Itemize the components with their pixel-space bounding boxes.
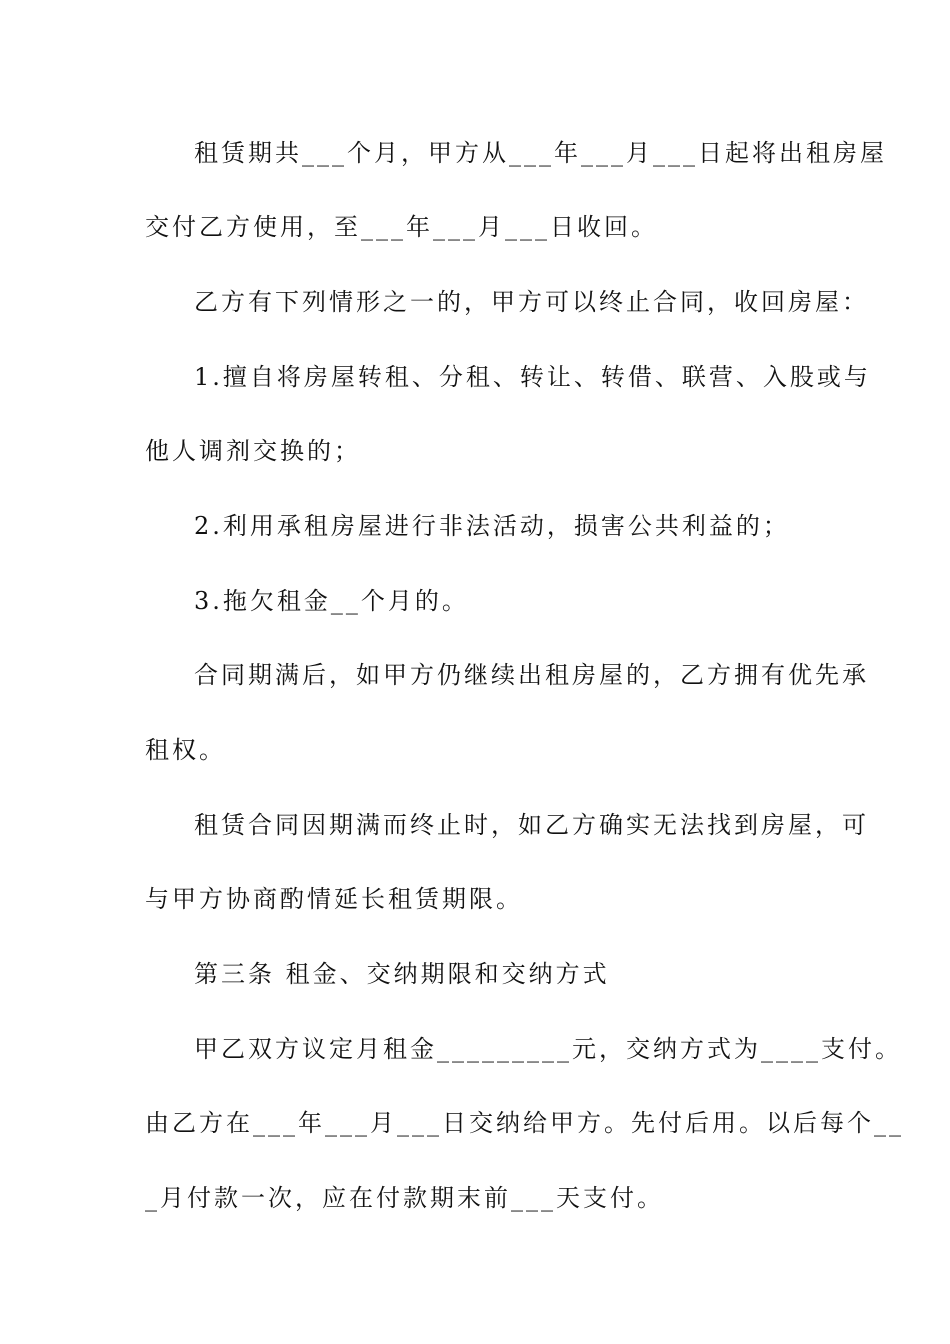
paragraph-extension-line-1: 租赁合同因期满而终止时，如乙方确实无法找到房屋，可	[194, 811, 869, 839]
clause-item-2: 2.利用承租房屋进行非法活动，损害公共利益的；	[194, 512, 790, 540]
paragraph-rent-line-2: 由乙方在___年___月___日交纳给甲方。先付后用。以后每个__	[145, 1109, 904, 1137]
clause-item-1-line-2: 他人调剂交换的；	[145, 437, 361, 465]
paragraph-lease-term-line-2: 交付乙方使用，至___年___月___日收回。	[145, 213, 658, 241]
paragraph-termination-intro: 乙方有下列情形之一的，甲方可以终止合同，收回房屋：	[194, 288, 869, 316]
clause-item-1-line-1: 1.擅自将房屋转租、分租、转让、转借、联营、入股或与	[194, 363, 871, 391]
paragraph-rent-line-3: _月付款一次，应在付款期末前___天支付。	[145, 1184, 664, 1212]
section-heading-article-3: 第三条 租金、交纳期限和交纳方式	[194, 960, 610, 988]
paragraph-renewal-line-2: 租权。	[145, 736, 226, 764]
paragraph-renewal-line-1: 合同期满后，如甲方仍继续出租房屋的，乙方拥有优先承	[194, 661, 869, 689]
clause-item-3: 3.拖欠租金__个月的。	[194, 587, 469, 615]
paragraph-rent-line-1: 甲乙双方议定月租金_________元，交纳方式为____支付。	[194, 1035, 902, 1063]
paragraph-extension-line-2: 与甲方协商酌情延长租赁期限。	[145, 885, 523, 913]
paragraph-lease-term-line-1: 租赁期共___个月，甲方从___年___月___日起将出租房屋	[194, 139, 887, 167]
